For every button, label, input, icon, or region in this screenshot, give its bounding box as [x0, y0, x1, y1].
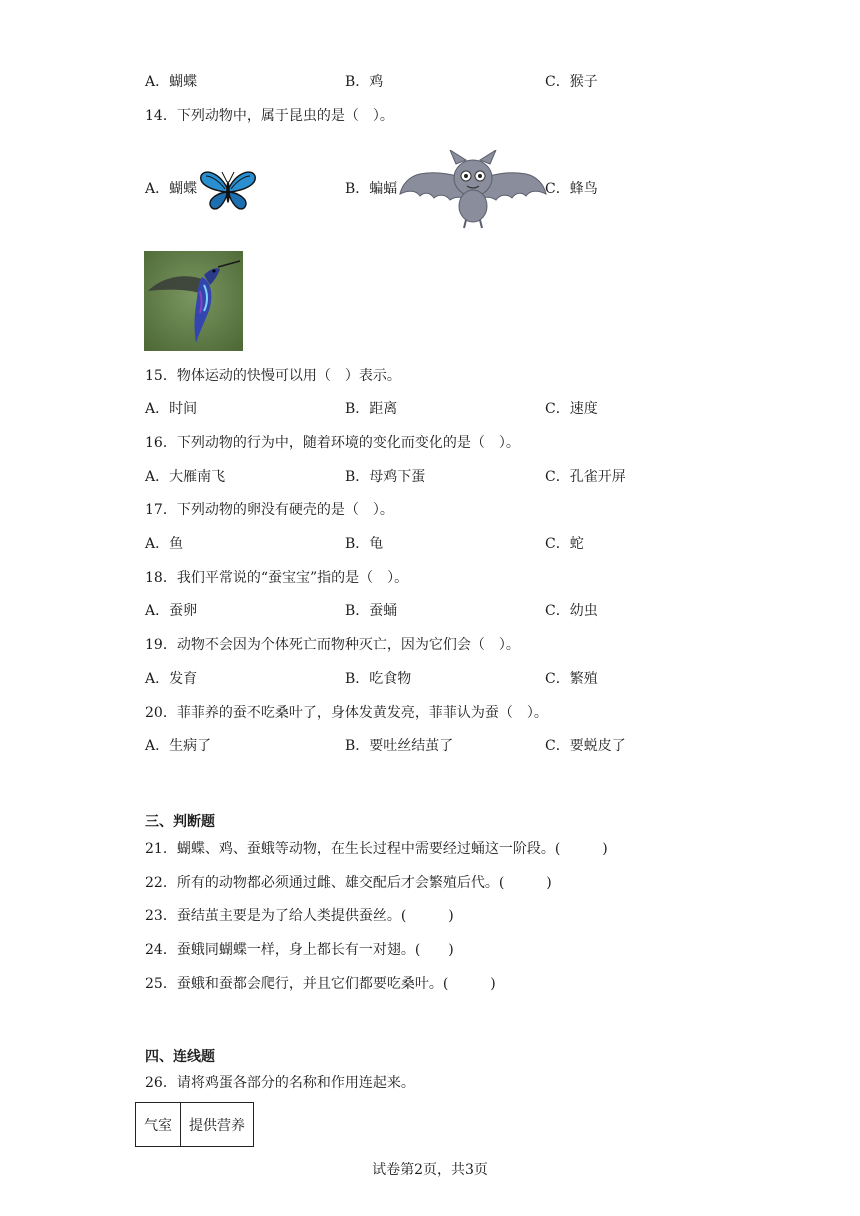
q18-option-c: C．幼虫 [545, 603, 598, 619]
q19-option-a: A．发育 [145, 671, 198, 687]
q18-stem: 18．我们平常说的“蚕宝宝”指的是（ ）。 [145, 570, 409, 586]
section-title-matching: 四、连线题 [145, 1049, 215, 1065]
q18-option-a: A．蚕卵 [145, 603, 198, 619]
butterfly-image [198, 168, 258, 212]
q22-statement: 22．所有的动物都必须通过雌、雄交配后才会繁殖后代。( ) [145, 875, 552, 891]
q15-option-a: A．时间 [145, 401, 198, 417]
q13-option-b: B．鸡 [345, 74, 384, 90]
q17-option-c: C．蛇 [545, 536, 584, 552]
q17-stem: 17．下列动物的卵没有硬壳的是（ ）。 [145, 502, 394, 518]
q15-option-c: C．速度 [545, 401, 598, 417]
table-row [136, 1103, 254, 1147]
q20-option-a: A．生病了 [145, 738, 212, 754]
q15-stem: 15．物体运动的快慢可以用（ ）表示。 [145, 368, 401, 384]
q19-stem: 19．动物不会因为个体死亡而物种灭亡，因为它们会（ ）。 [145, 637, 520, 653]
q14-stem: 14．下列动物中，属于昆虫的是（ ）。 [145, 108, 394, 124]
q14-option-c: C．蜂鸟 [545, 181, 598, 197]
matching-table [135, 1102, 254, 1147]
q16-stem: 16．下列动物的行为中，随着环境的变化而变化的是（ ）。 [145, 435, 520, 451]
q13-option-a: A．蝴蝶 [145, 74, 198, 90]
q13-option-c: C．猴子 [545, 74, 598, 90]
q21-statement: 21．蝴蝶、鸡、蚕蛾等动物，在生长过程中需要经过蛹这一阶段。( ) [145, 841, 608, 857]
q17-option-a: A．鱼 [145, 536, 184, 552]
q16-option-a: A．大雁南飞 [145, 469, 226, 485]
egg-part-function-cell: 提供营养 [181, 1103, 254, 1147]
q26-stem: 26．请将鸡蛋各部分的名称和作用连起来。 [145, 1075, 415, 1091]
q17-option-b: B．龟 [345, 536, 384, 552]
q19-option-c: C．繁殖 [545, 671, 598, 687]
q14-option-b: B．蝙蝠 [345, 181, 398, 197]
page-footer: 试卷第2页，共3页 [372, 1162, 488, 1178]
q14-option-a: A．蝴蝶 [145, 181, 198, 197]
section-title-judgment: 三、判断题 [145, 814, 215, 830]
q16-option-c: C．孔雀开屏 [545, 469, 626, 485]
q20-option-c: C．要蜕皮了 [545, 738, 626, 754]
q16-option-b: B．母鸡下蛋 [345, 469, 426, 485]
q19-option-b: B．吃食物 [345, 671, 412, 687]
egg-part-name-cell: 气室 [136, 1103, 181, 1147]
q18-option-b: B．蚕蛹 [345, 603, 398, 619]
q15-option-b: B．距离 [345, 401, 398, 417]
q20-option-b: B．要吐丝结茧了 [345, 738, 454, 754]
q20-stem: 20．菲菲养的蚕不吃桑叶了，身体发黄发亮，菲菲认为蚕（ ）。 [145, 705, 548, 721]
q25-statement: 25．蚕蛾和蚕都会爬行，并且它们都要吃桑叶。( ) [145, 976, 496, 992]
bat-image [398, 150, 548, 232]
q24-statement: 24．蚕蛾同蝴蝶一样，身上都长有一对翅。( ) [145, 942, 454, 958]
q23-statement: 23．蚕结茧主要是为了给人类提供蚕丝。( ) [145, 908, 454, 924]
hummingbird-image [144, 251, 243, 351]
